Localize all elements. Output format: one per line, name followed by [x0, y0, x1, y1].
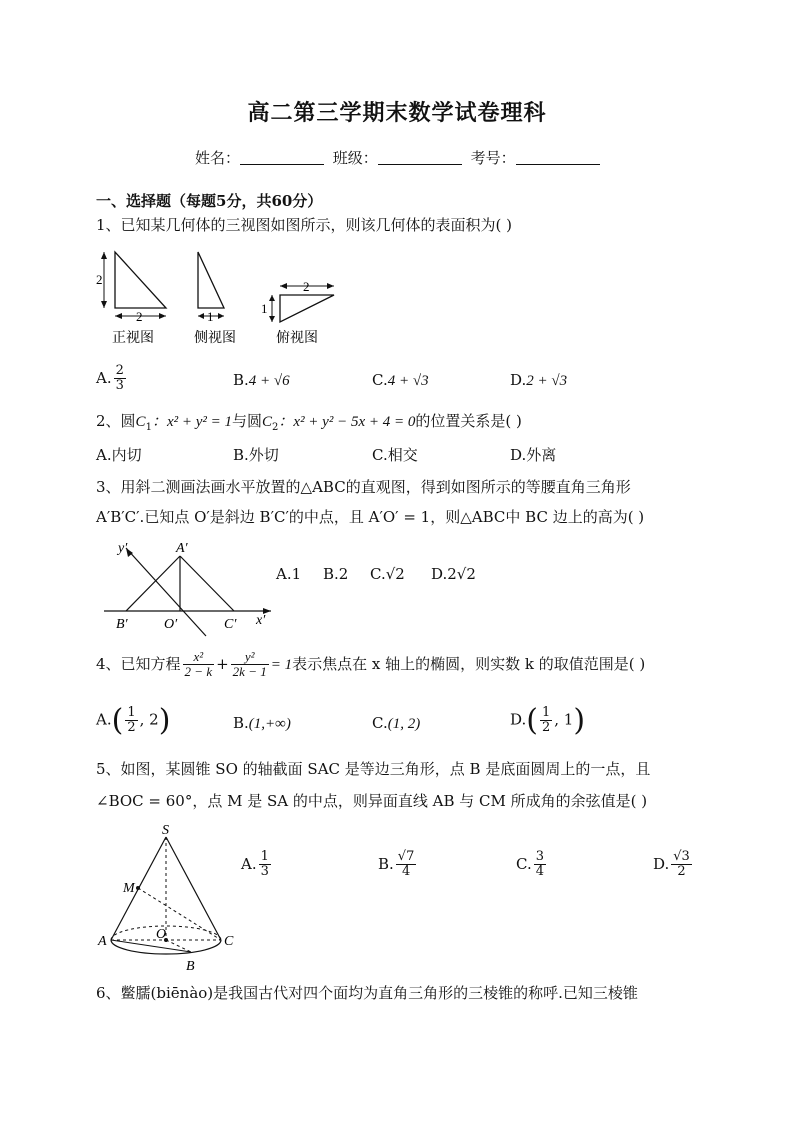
- generatrix-sc: [166, 837, 221, 940]
- question-5-line-2: ∠BOC = 60°，点 M 是 SA 的中点，则异面直线 AB 与 CM 所成角的余弦值是( ): [96, 792, 648, 810]
- q3-option-d[interactable]: D.2√2: [431, 565, 476, 583]
- q2-option-a[interactable]: A.内切: [96, 446, 142, 464]
- dim-arrow: [198, 313, 204, 319]
- q1-option-a[interactable]: A. $\frac{2}{3}$: [96, 363, 124, 394]
- exam-no-label: 考号：: [470, 149, 516, 167]
- point-m: [136, 886, 140, 890]
- q1-option-d[interactable]: D.2 + √3: [510, 371, 568, 389]
- q2-option-b[interactable]: B.外切: [233, 446, 279, 464]
- dim-arrow: [269, 295, 275, 301]
- question-1-text: 1、已知某几何体的三视图如图所示，则该几何体的表面积为( ): [96, 216, 513, 234]
- dim-arrow: [159, 313, 166, 319]
- student-info-line: [195, 147, 604, 168]
- dim-arrow: [218, 313, 224, 319]
- question-5-line-1: 5、如图，某圆锥 SO 的轴截面 SAC 是等边三角形，点 B 是底面圆周上的一点，且: [96, 760, 651, 778]
- section-heading: 一、选择题（每题5分，共60分）: [96, 192, 323, 210]
- q5-option-b[interactable]: B. $\frac{√7}{4}$: [378, 849, 415, 880]
- dim-arrow: [280, 283, 287, 289]
- q4-option-b[interactable]: B.(1,+∞): [233, 714, 291, 732]
- class-blank[interactable]: [378, 150, 462, 165]
- point-b-label: B′: [116, 617, 128, 632]
- front-width-label: 2: [136, 309, 143, 324]
- fraction: $\frac{√7}{4}$: [397, 849, 415, 880]
- side-a-c: [180, 556, 234, 611]
- cone-figure: [96, 822, 256, 977]
- q3-option-b[interactable]: B.2: [323, 565, 349, 583]
- question-4-text: 4、已知方程 $\frac{\text{x²}}{2 - k}$ + $\frac{\text{y²}}{2k - 1}$ = 1表示焦点在 x 轴上的椭圆，则实数 k 的取值范围是( ): [96, 649, 646, 680]
- point-c-label: C′: [224, 617, 237, 632]
- front-view-label: 正视图: [112, 331, 154, 346]
- side-view-label: 侧视图: [194, 331, 236, 346]
- dim-arrow: [101, 252, 107, 259]
- dim-arrow: [115, 313, 122, 319]
- fraction: $\frac{1}{2}$: [127, 704, 136, 735]
- question-2-text: 2、圆$C_1$：x² + y² = 1与圆$C_2$：x² + y² − 5x + 4 = 0的位置关系是( ): [96, 412, 522, 433]
- q4-option-d[interactable]: D.( $\frac{1}{2}$ , 1): [510, 703, 586, 738]
- fraction: $\frac{3}{4}$: [535, 849, 544, 880]
- point-o-label: O′: [164, 617, 178, 632]
- three-view-figure: [96, 246, 346, 351]
- q1-option-b[interactable]: B.4 + √6: [233, 371, 290, 389]
- top-height-label: 1: [261, 301, 268, 316]
- oblique-projection-figure: [96, 536, 286, 641]
- fraction: $\frac{1}{3}$: [260, 849, 269, 880]
- exam-no-blank[interactable]: [516, 150, 600, 165]
- q3-option-a[interactable]: A.1: [276, 565, 302, 583]
- point-s-label: S: [162, 823, 169, 838]
- point-o-label: O: [156, 927, 167, 942]
- top-view-label: 俯视图: [276, 331, 318, 346]
- q4-option-c[interactable]: C.(1, 2): [372, 714, 421, 732]
- q5-option-a[interactable]: A. $\frac{1}{3}$: [241, 849, 269, 880]
- name-blank[interactable]: [240, 150, 324, 165]
- q2-option-d[interactable]: D.外离: [510, 446, 557, 464]
- y-axis-label: y′: [118, 541, 128, 556]
- dim-arrow: [269, 316, 275, 322]
- q5-option-d[interactable]: D. $\frac{√3}{2}$: [653, 849, 690, 880]
- side-a-b: [126, 556, 180, 611]
- side-width-label: 1: [207, 309, 214, 324]
- class-label: 班级：: [332, 149, 378, 167]
- segment-cm: [138, 888, 221, 940]
- q5-option-c[interactable]: C. $\frac{3}{4}$: [516, 849, 544, 880]
- dim-arrow: [327, 283, 334, 289]
- point-a-label: A: [98, 934, 107, 949]
- point-m-label: M: [123, 881, 135, 896]
- fraction: $\frac{\text{x²}}{2 - k}$: [184, 649, 213, 680]
- fraction: $\frac{\text{y²}}{2k - 1}$: [232, 649, 267, 680]
- q4-option-a[interactable]: A.( $\frac{1}{2}$ , 2): [96, 703, 171, 738]
- question-6-text: 6、鳖臑(biēnào)是我国古代对四个面均为直角三角形的三棱锥的称呼.已知三棱锥: [96, 984, 638, 1002]
- top-view-triangle: [280, 295, 334, 322]
- question-3-line-2: A′B′C′.已知点 O′是斜边 B′C′的中点，且 A′O′ = 1，则△ABC中 BC 边上的高为( ): [96, 508, 645, 526]
- fraction: $\frac{√3}{2}$: [673, 849, 690, 880]
- x-axis-label: x′: [256, 613, 266, 628]
- fraction: $\frac{1}{2}$: [541, 704, 551, 735]
- dim-arrow: [101, 301, 107, 308]
- fraction: $\frac{2}{3}$: [115, 363, 124, 394]
- front-view-triangle: [115, 252, 166, 308]
- question-3-line-1: 3、用斜二测画法画水平放置的△ABC的直观图，得到如图所示的等腰直角三角形: [96, 478, 631, 496]
- page-title: 高二第三学期末数学试卷理科: [247, 100, 547, 126]
- point-a-label: A′: [176, 541, 188, 556]
- front-height-label: 2: [96, 272, 103, 287]
- name-label: 姓名：: [195, 149, 241, 167]
- top-width-label: 2: [303, 279, 310, 294]
- side-view-triangle: [198, 252, 224, 308]
- q3-option-c[interactable]: C.√2: [370, 565, 405, 583]
- q2-option-c[interactable]: C.相交: [372, 446, 418, 464]
- point-b-label: B: [186, 959, 195, 974]
- q1-option-c[interactable]: C.4 + √3: [372, 371, 429, 389]
- point-c-label: C: [224, 934, 234, 949]
